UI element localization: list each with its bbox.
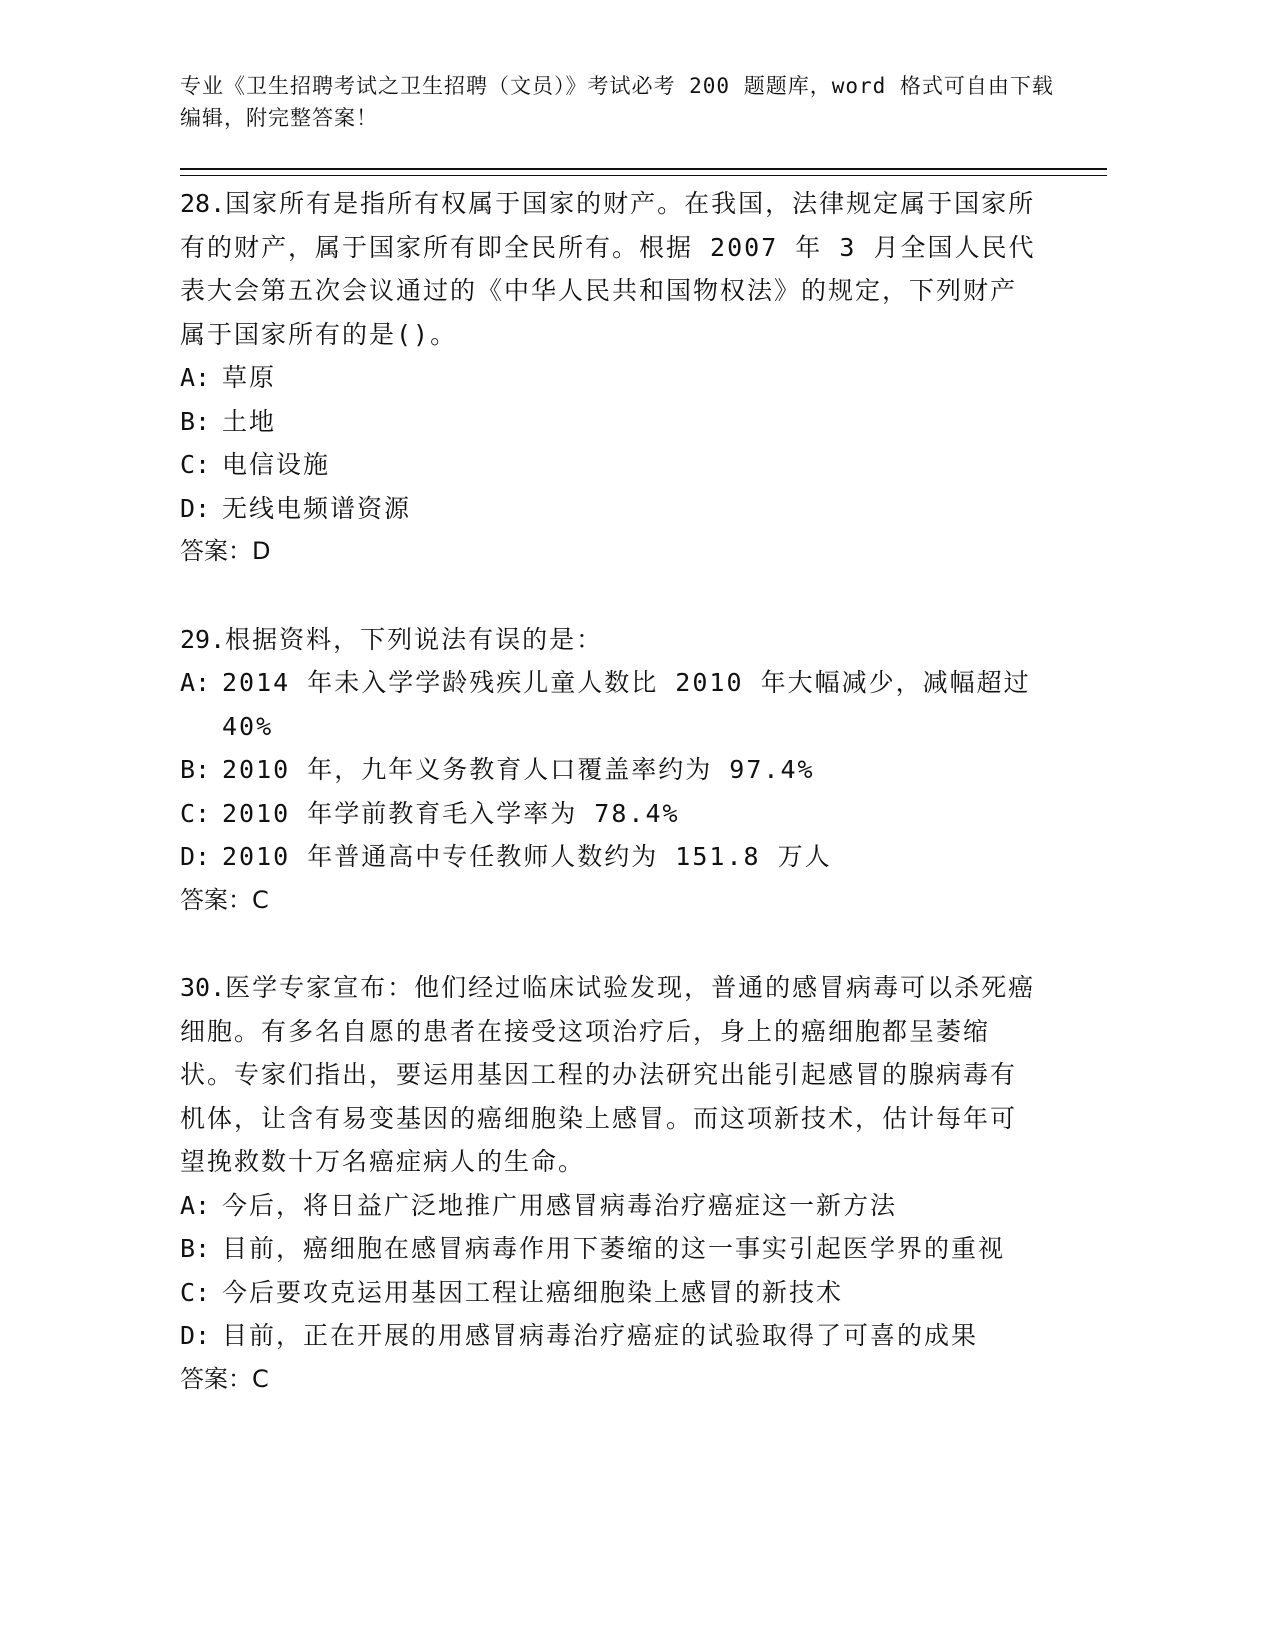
question-number: 29.	[180, 624, 226, 654]
option-letter: D:	[180, 1321, 211, 1350]
option-letter: C:	[180, 1277, 211, 1307]
option-a	[180, 661, 1040, 748]
answer-line: 答案：C	[180, 885, 269, 914]
option-b	[180, 400, 1040, 444]
question-text: 国家所有是指所有权属于国家的财产。在我国，法律规定属于国家所有的财产，属于国家所有即全民所有。根据 2007 年 3 月全国人民代表大会第五次会议通过的《中华人民共和国物权法》的规定，下列财产属于国家所有的是()。	[180, 189, 1036, 349]
option-text: 电信设施	[222, 450, 331, 479]
question-30	[180, 966, 1040, 1401]
option-text: 目前，正在开展的用感冒病毒治疗癌症的试验取得了可喜的成果	[222, 1321, 979, 1350]
option-text: 草原	[222, 363, 277, 392]
header-divider-thick	[180, 168, 1107, 170]
option-letter: D:	[180, 493, 211, 523]
option-text: 土地	[222, 406, 277, 436]
question-number: 30.	[180, 973, 226, 1002]
option-letter: D:	[180, 842, 211, 871]
option-text: 今后要攻克运用基因工程让癌细胞染上感冒的新技术	[222, 1277, 844, 1307]
option-c	[180, 1271, 1040, 1315]
option-letter: C:	[180, 798, 211, 828]
option-text: 2010 年，九年义务教育人口覆盖率约为 97.4%	[222, 755, 815, 784]
question-29	[180, 618, 1040, 923]
option-b	[180, 1227, 1040, 1271]
option-a	[180, 356, 1040, 400]
option-letter: A:	[180, 1190, 211, 1220]
option-letter: A:	[180, 363, 211, 392]
question-stem	[180, 618, 1040, 662]
question-text: 医学专家宣布：他们经过临床试验发现，普通的感冒病毒可以杀死癌细胞。有多名自愿的患者在接受这项治疗后，身上的癌细胞都呈萎缩状。专家们指出，要运用基因工程的办法研究出能引起感冒的腺病毒有机体，让含有易变基因的癌细胞染上感冒。而这项新技术，估计每年可望挽救数十万名癌症病人的生命。	[180, 973, 1036, 1176]
question-text: 根据资料，下列说法有误的是：	[225, 624, 604, 654]
option-d	[180, 487, 1040, 531]
question-list	[180, 182, 1040, 1445]
option-letter: B:	[180, 755, 211, 784]
header-divider-thin	[180, 175, 1107, 176]
option-text: 无线电频谱资源	[222, 493, 412, 523]
answer-line: 答案：D	[180, 537, 271, 565]
answer-line: 答案：C	[180, 1364, 269, 1393]
option-c	[180, 792, 1040, 836]
option-text: 2010 年普通高中专任教师人数约为 151.8 万人	[222, 842, 832, 871]
question-stem	[180, 966, 1040, 1184]
question-stem	[180, 182, 1040, 356]
option-text: 2014 年未入学学龄残疾儿童人数比 2010 年大幅减少，减幅超过 40%	[222, 668, 1031, 741]
option-text: 今后，将日益广泛地推广用感冒病毒治疗癌症这一新方法	[222, 1190, 898, 1220]
option-d	[180, 835, 1040, 879]
option-text: 2010 年学前教育毛入学率为 78.4%	[222, 798, 680, 828]
question-28	[180, 182, 1040, 574]
question-number: 28.	[180, 189, 226, 218]
option-b	[180, 748, 1040, 792]
option-c	[180, 443, 1040, 487]
document-header: 专业《卫生招聘考试之卫生招聘（文员）》考试必考 200 题题库，word 格式可自由下载编辑，附完整答案！	[180, 74, 1054, 130]
option-a	[180, 1184, 1040, 1228]
option-letter: B:	[180, 1234, 211, 1263]
option-text: 目前，癌细胞在感冒病毒作用下萎缩的这一事实引起医学界的重视	[222, 1234, 1006, 1263]
option-letter: B:	[180, 406, 211, 436]
option-d	[180, 1314, 1040, 1358]
option-letter: C:	[180, 450, 211, 479]
option-letter: A:	[180, 668, 211, 697]
